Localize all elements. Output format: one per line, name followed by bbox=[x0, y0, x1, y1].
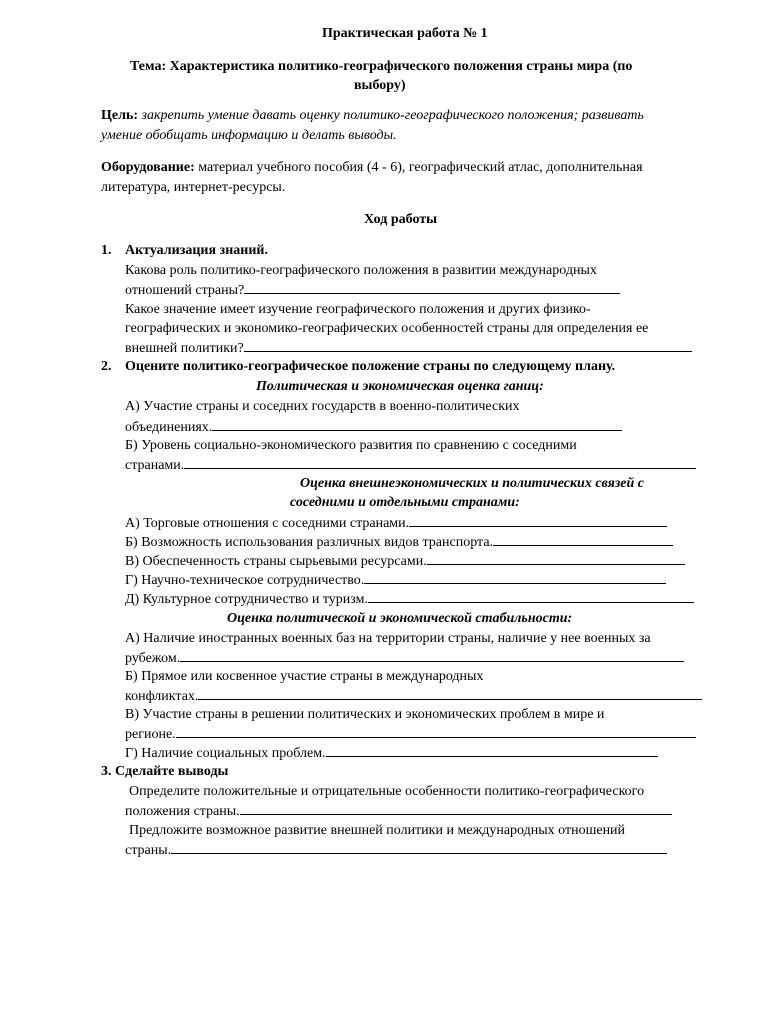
answer-blank[interactable] bbox=[326, 744, 658, 757]
answer-blank[interactable] bbox=[171, 841, 667, 854]
s2-a-text: объединениях. bbox=[125, 420, 213, 435]
s3-q2-line-1: Предложите возможное развитие внешней политики и международных отношений bbox=[129, 823, 626, 838]
equipment-line-2: литература, интернет-ресурсы. bbox=[101, 180, 286, 195]
s2-c-a bbox=[125, 514, 667, 533]
topic-line-1: Тема: Характеристика политико-географического положения страны мира (по bbox=[130, 59, 633, 74]
s2-s-b-line-2 bbox=[125, 687, 702, 706]
answer-blank[interactable] bbox=[427, 552, 685, 565]
s2-a-line-2 bbox=[125, 418, 622, 437]
s2-s-v-line-1: В) Участие страны в решении политических и экономических проблем в мире и bbox=[125, 707, 605, 722]
s1-q2-line-1: Какое значение имеет изучение географического положения и других физико- bbox=[125, 302, 591, 317]
s2-s-a-line-2 bbox=[125, 649, 684, 668]
equipment-text-1: материал учебного пособия (4 - 6), географический атлас, дополнительная bbox=[198, 160, 643, 175]
goal-text-1: закрепить умение давать оценку политико-географического положения; развивать bbox=[141, 108, 644, 123]
s2-s-b-line-1: Б) Прямое или косвенное участие страны в международных bbox=[125, 669, 484, 684]
answer-blank[interactable] bbox=[409, 514, 667, 527]
s2-b-line-2 bbox=[125, 456, 696, 475]
section2-number: 2. bbox=[101, 359, 112, 374]
answer-blank[interactable] bbox=[240, 802, 672, 815]
s2-s-v-line-2 bbox=[125, 725, 696, 744]
answer-blank[interactable] bbox=[368, 590, 694, 603]
s2-b-line-1: Б) Уровень социально-экономического развития по сравнению с соседними bbox=[125, 438, 577, 453]
s3-q1-line-1: Определите положительные и отрицательные особенности политико-географического bbox=[129, 784, 645, 799]
s1-q2-text: внешней политики? bbox=[125, 341, 244, 356]
s1-q1-line-1: Какова роль политико-географического положения в развитии международных bbox=[125, 263, 597, 278]
answer-blank[interactable] bbox=[184, 456, 696, 469]
s2-c-g-text: Г) Научно-техническое сотрудничество. bbox=[125, 573, 365, 588]
equipment-label: Оборудование: bbox=[101, 160, 195, 175]
s2-c-v-text: В) Обеспеченность страны сырьевыми ресурсами. bbox=[125, 554, 427, 569]
goal-line-2: умение обобщать информацию и делать выводы. bbox=[101, 128, 397, 143]
answer-blank[interactable] bbox=[493, 533, 673, 546]
s2-s-b-text: конфликтах. bbox=[125, 689, 199, 704]
topic-line-2: выбору) bbox=[354, 78, 406, 93]
page-title: Практическая работа № 1 bbox=[322, 26, 488, 41]
section2-subheading-2-line-1: Оценка внешнеэкономических и политических связей с bbox=[300, 476, 644, 491]
s3-q1-line-2 bbox=[125, 802, 672, 821]
s3-q2-text: страны. bbox=[125, 843, 172, 858]
answer-blank[interactable] bbox=[212, 418, 622, 431]
s2-c-b-text: Б) Возможность использования различных видов транспорта. bbox=[125, 535, 494, 550]
goal-line-1 bbox=[101, 107, 644, 125]
section2-subheading-3: Оценка политической и экономической стабильности: bbox=[227, 611, 573, 626]
s2-c-v bbox=[125, 552, 685, 571]
s1-q2-line-2: географических и экономико-географических особенностей страны для определения ее bbox=[125, 321, 649, 336]
s1-q2-line-3 bbox=[125, 339, 692, 358]
answer-blank[interactable] bbox=[180, 649, 684, 662]
goal-label: Цель: bbox=[101, 108, 139, 123]
section1-heading: Актуализация знаний. bbox=[125, 243, 268, 258]
s2-c-a-text: А) Торговые отношения с соседними странами. bbox=[125, 516, 410, 531]
s2-s-g bbox=[125, 744, 658, 763]
answer-blank[interactable] bbox=[364, 571, 666, 584]
answer-blank[interactable] bbox=[244, 339, 692, 352]
s2-s-a-text: рубежом. bbox=[125, 651, 181, 666]
s2-c-d bbox=[125, 590, 694, 609]
section3-heading: 3. Сделайте выводы bbox=[101, 764, 229, 779]
section2-heading: Оцените политико-географическое положение страны по следующему плану. bbox=[125, 359, 616, 374]
answer-blank[interactable] bbox=[244, 281, 620, 294]
workflow-heading: Ход работы bbox=[364, 212, 438, 227]
s2-c-g bbox=[125, 571, 666, 590]
answer-blank[interactable] bbox=[176, 725, 696, 738]
s3-q1-text: положения страны. bbox=[125, 804, 240, 819]
s2-b-text: странами. bbox=[125, 458, 185, 473]
s2-a-line-1: А) Участие страны и соседних государств в военно-политических bbox=[125, 399, 520, 414]
section2-subheading-2-line-2: соседними и отдельными странами: bbox=[290, 495, 520, 510]
s2-s-a-line-1: А) Наличие иностранных военных баз на территории страны, наличие у нее военных за bbox=[125, 631, 651, 646]
s1-q1-text: отношений страны? bbox=[125, 283, 245, 298]
section2-subheading-1: Политическая и экономическая оценка ганиц: bbox=[256, 379, 544, 394]
s2-c-b bbox=[125, 533, 673, 552]
s2-s-v-text: регионе. bbox=[125, 727, 176, 742]
answer-blank[interactable] bbox=[198, 687, 702, 700]
s2-c-d-text: Д) Культурное сотрудничество и туризм. bbox=[125, 592, 368, 607]
s1-q1-line-2 bbox=[125, 281, 620, 300]
s3-q2-line-2 bbox=[125, 841, 667, 860]
s2-s-g-text: Г) Наличие социальных проблем. bbox=[125, 746, 326, 761]
equipment-line-1 bbox=[101, 159, 643, 177]
section1-number: 1. bbox=[101, 243, 112, 258]
